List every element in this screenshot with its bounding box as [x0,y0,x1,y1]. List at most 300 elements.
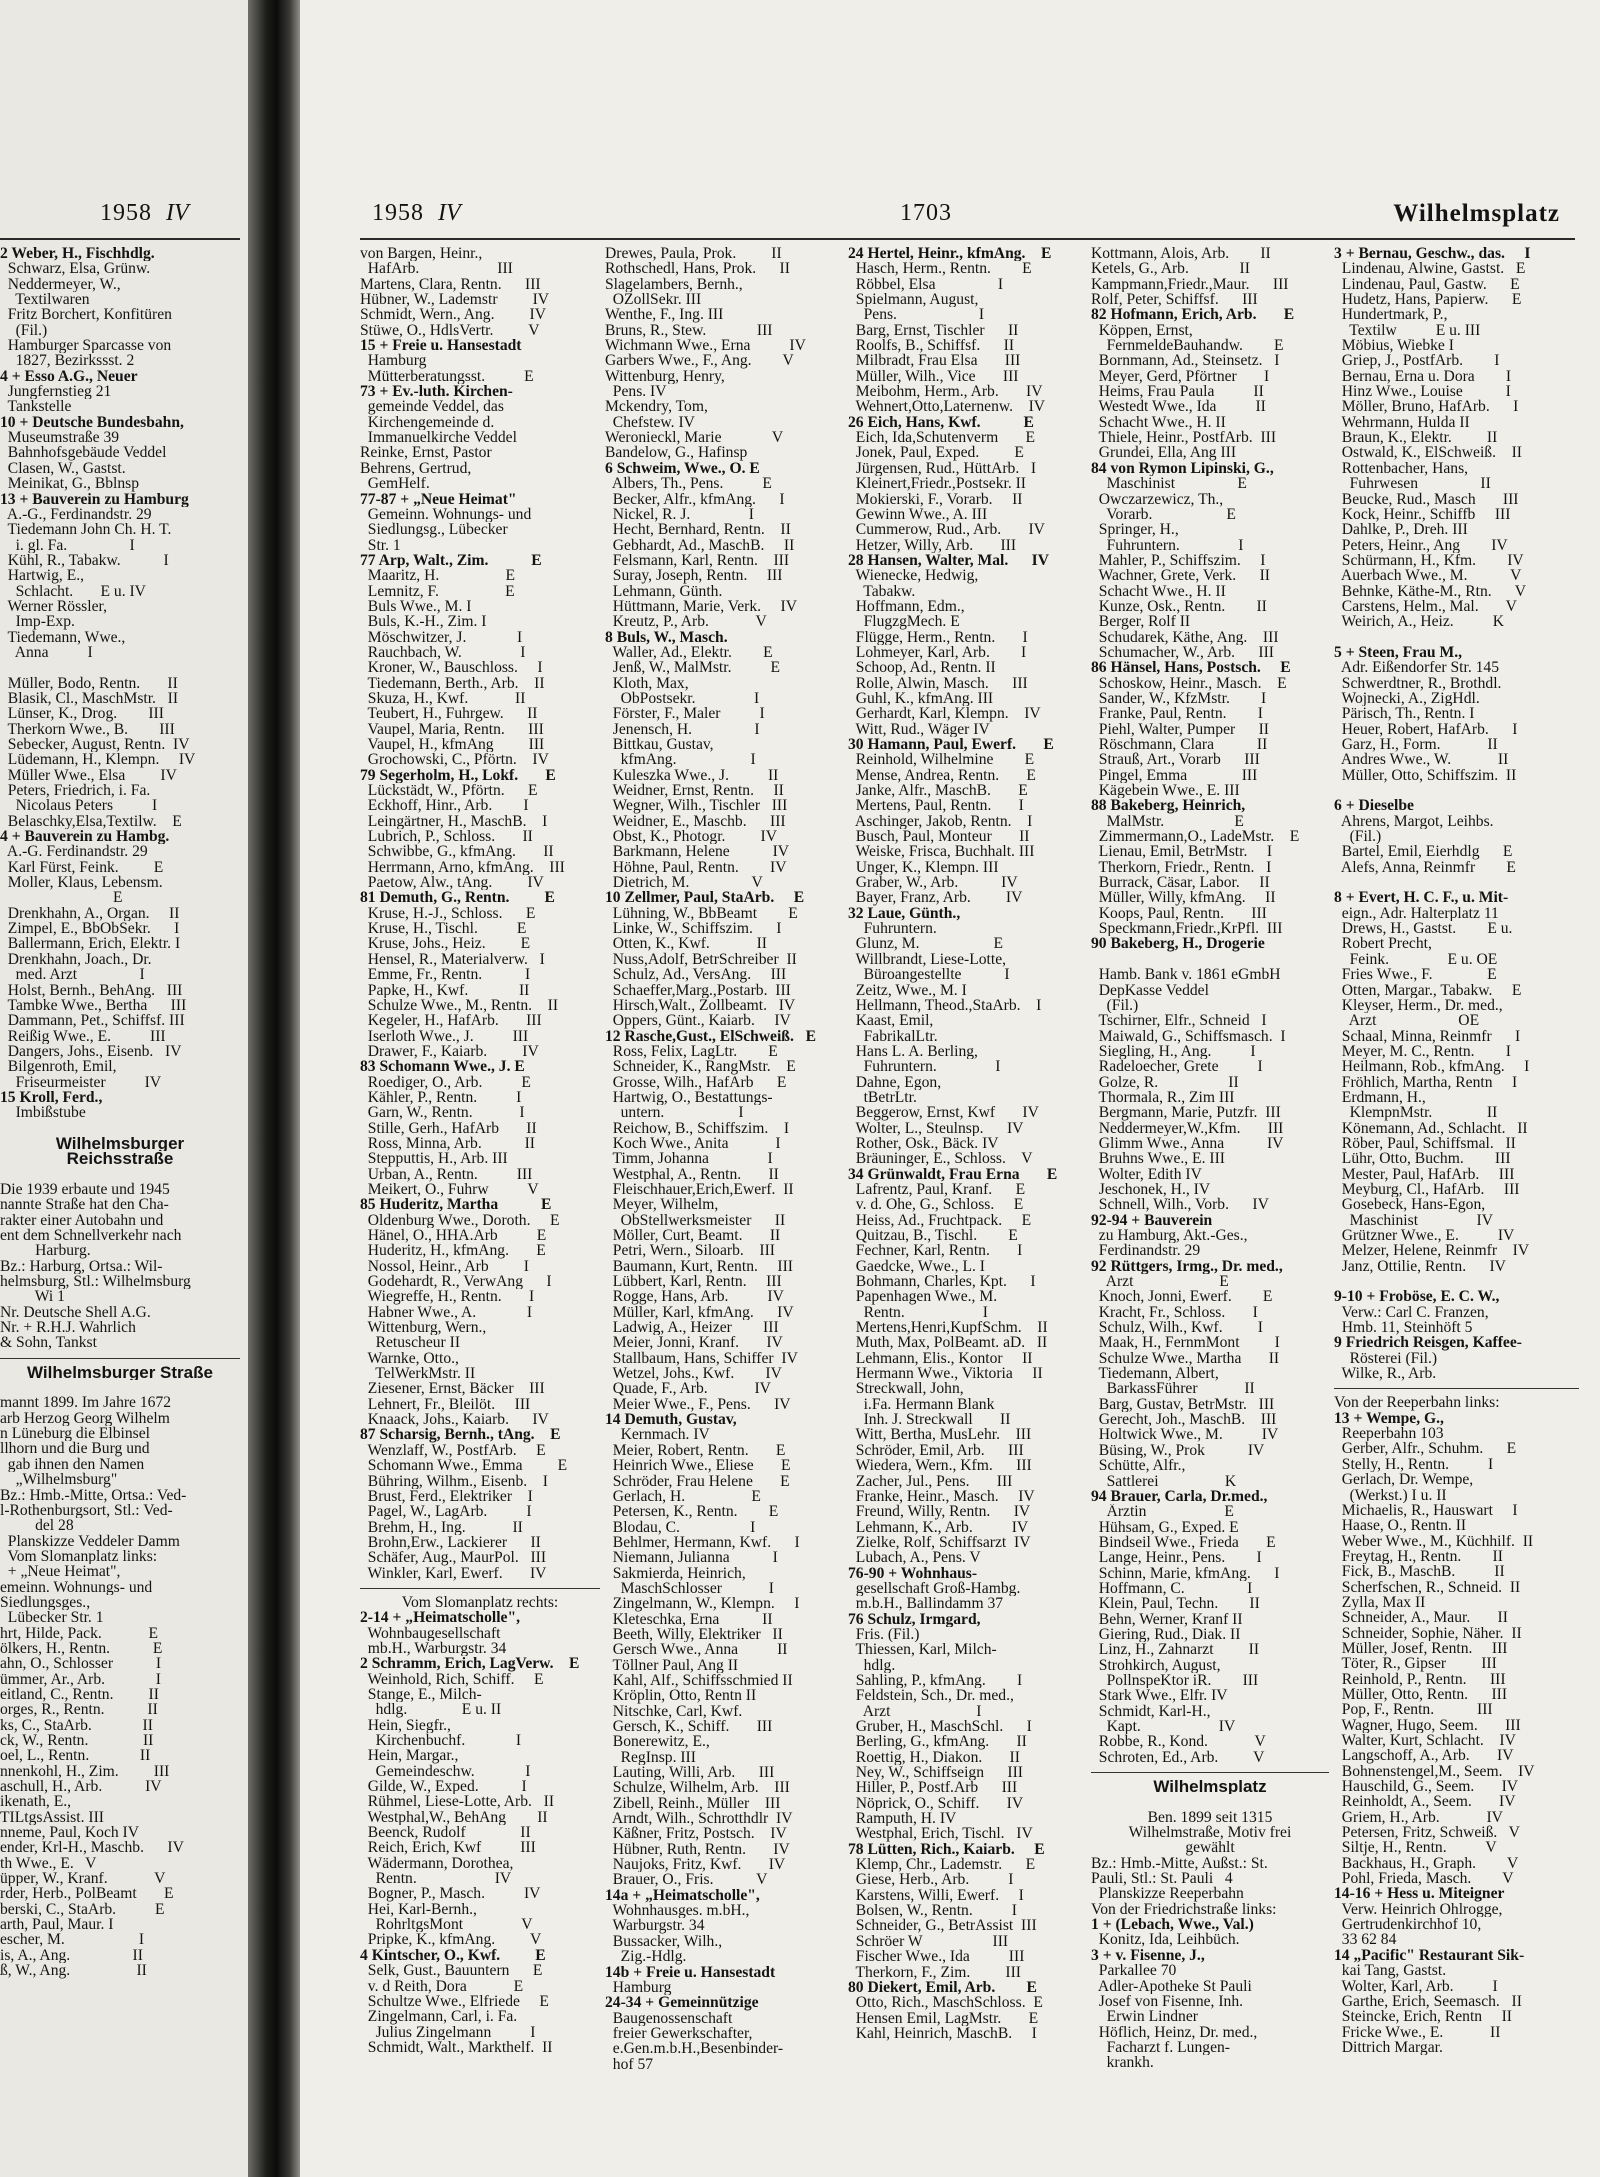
directory-entry: Schumacher, W., Arb. III [1091,644,1274,661]
directory-entry: Müller, Wilh., Vice III [848,368,1019,385]
directory-entry: Zeitz, Wwe., M. I [848,982,967,998]
directory-entry: Bergmann, Marie, Putzfr. III [1091,1105,1281,1121]
directory-entry: Zig.-Hdlg. [605,1949,687,1965]
directory-entry: Käßner, Fritz, Postsch. IV [605,1826,787,1842]
directory-entry: Glunz, M. E [848,936,1004,952]
directory-entry: Fuhruntern. I [848,1059,1001,1075]
directory-entry: Lühr, Otto, Buchm. III [1334,1151,1511,1167]
directory-entry: Meikert, O., Fuhrw V [360,1181,539,1198]
directory-entry: llhorn und die Burg und [0,1441,150,1457]
directory-entry: Planskizze Reeperbahn [1091,1886,1244,1902]
directory-entry: Drews, H., Gastst. E u. [1334,921,1513,937]
directory-entry: kfmAng. I [605,752,756,768]
directory-entry: Schröer W III [848,1933,1009,1950]
page-number: 1703 [900,200,952,226]
directory-entry: Wetzel, Johs., Kwf. IV [605,1366,782,1382]
directory-entry: Fricke Wwe., E. II [1334,2024,1501,2040]
directory-entry: Fechner, Karl, Rentn. I [848,1243,1023,1259]
directory-entry: Möschwitzer, J. I [360,629,523,645]
directory-entry: Meinikat, G., Bblnsp [0,476,140,492]
directory-entry: Müller Wwe., Elsa IV [0,767,177,784]
directory-entry: Wienecke, Hedwig, [848,568,979,584]
directory-entry: Reinholdt, A., Seem. IV [1334,1794,1516,1810]
directory-entry: Wohnbaugesellschaft [360,1625,501,1641]
directory-entry: Arzt I [848,1703,982,1719]
directory-column-4 [1091,246,1329,2071]
directory-entry: Wolter, Edith IV [1091,1166,1202,1182]
directory-entry: Bindseil Wwe., Frieda E [1091,1534,1276,1551]
house-number-entry: 3 + Bernau, Geschw., das. I [1334,246,1531,262]
directory-entry: Schultze Wwe., Elfriede E [360,1993,549,2010]
directory-entry: Müller, Bodo, Rentn. II [0,675,178,691]
directory-entry: Wichmann Wwe., Erna IV [605,338,806,354]
directory-entry: Immanuelkirche Veddel [360,430,517,446]
directory-entry: Jeschonek, H., IV [1091,1181,1211,1198]
house-number-entry: 12 Rasche,Gust., ElSchweiß. E [605,1028,816,1044]
directory-entry: Fick, B., MaschB. II [1334,1564,1505,1580]
directory-entry: Huderitz, H., kfmAng. E [360,1243,546,1259]
directory-entry: Lehmann, Günth. [605,583,723,599]
directory-entry: ikenath, E., [0,1794,72,1810]
directory-entry: Töllner Paul, Ang II [605,1657,739,1673]
directory-entry: Becker, Alfr., kfmAng. I [605,491,785,507]
directory-entry: Textilwaren [0,292,90,308]
directory-entry: nnenkohl, H., Zim. III [0,1763,170,1780]
house-number-entry: 5 + Steen, Frau M., [1334,644,1462,661]
directory-entry: Rösterei (Fil.) [1334,1350,1438,1367]
directory-entry: Linz, H., Zahnarzt II [1091,1642,1260,1658]
directory-entry: Fischer Wwe., Ida III [848,1949,1025,1965]
directory-entry: Suray, Joseph, Rentn. III [605,568,783,584]
directory-entry: Rauchbach, W. I [360,644,526,661]
directory-entry: Knaack, Johs., Kaiarb. IV [360,1412,549,1428]
directory-entry: Kruse, H.-J., Schloss. E [360,905,536,922]
directory-entry [1091,1794,1329,1809]
directory-entry: 1827, Bezirkssst. 2 [0,353,135,369]
directory-entry: Facharzt f. Lungen- [1091,2039,1230,2056]
directory-entry: OZollSekr. III [605,292,702,308]
directory-entry: Robert Precht, [1334,936,1432,952]
directory-entry: Strohkirch, August, [1091,1657,1221,1673]
left-page [0,0,272,2177]
directory-entry: Gaedcke, Wwe., L. I [848,1258,985,1275]
directory-entry: mb.H., Warburgstr. 34 [360,1640,507,1657]
directory-entry: Schwarz, Elsa, Grünw. [0,261,151,277]
house-number-entry: 88 Bakeberg, Heinrich, [1091,798,1246,814]
directory-entry: Nöprick, O., Schiff. IV [848,1795,1024,1812]
directory-entry: Pop, F., Rentn. III [1334,1702,1493,1718]
directory-entry: Wittenburg, Wern., [360,1320,487,1336]
house-number-entry: 26 Eich, Hans, Kwf. E [848,414,1034,431]
directory-entry: Witt, Rud., Wäger IV [848,721,990,737]
directory-entry: Gertrudenkirchhof 10, [1334,1917,1482,1933]
directory-entry: Lange, Heinr., Pens. I [1091,1550,1262,1566]
directory-entry: Kühl, R., Tabakw. I [0,552,169,569]
directory-entry: von Bargen, Heinr., [360,246,483,262]
directory-entry: hof 57 [605,2056,654,2072]
directory-entry: kai Tang, Gastst. [1334,1963,1447,1979]
directory-entry: Reichow, B., Schiffszim. I [605,1120,790,1136]
directory-entry: Stepputtis, H., Arb. III [360,1151,508,1167]
directory-entry: Hundertmark, P., [1334,307,1448,323]
directory-entry: Inh. J. Streckwall II [848,1412,1011,1428]
house-number-entry: 30 Hamann, Paul, Ewerf. E [848,737,1054,753]
directory-entry: Gosebeck, Hans-Egon, [1334,1197,1486,1213]
directory-entry: Schneider, G., BetrAssist III [848,1918,1037,1934]
book-gutter [248,0,300,2177]
directory-entry: Vaupel, Maria, Rentn. III [360,721,544,737]
directory-entry: Golze, R. II [1091,1074,1239,1090]
directory-entry [1334,875,1579,890]
directory-entry: Gerlach, Dr. Wempe, [1334,1472,1474,1488]
directory-entry: Janz, Ottilie, Rentn. IV [1334,1258,1506,1275]
directory-entry: Glimm Wwe., Anna IV [1091,1135,1284,1152]
directory-column-2 [605,246,843,2072]
directory-entry: Muth, Max, PolBeamt. aD. II [848,1335,1048,1351]
directory-entry: Bohmann, Charles, Kpt. I [848,1274,1036,1290]
directory-entry: Blasik, Cl., MaschMstr. II [0,690,179,707]
directory-entry: i. gl. Fa. I [0,537,135,553]
directory-entry: A.-G. Ferdinandstr. 29 [0,844,148,860]
house-number-entry: 77 Arp, Walt., Zim. E [360,552,542,569]
directory-entry: Franke, Heinr., Masch. IV [848,1488,1035,1505]
directory-entry: Baugenossenschaft [605,2010,733,2026]
directory-entry: Möbius, Wiebke I [1334,338,1454,354]
directory-entry: Schomann Wwe., Emma E [360,1458,568,1474]
directory-entry: Mertens,Henri,KupfSchm. II [848,1320,1048,1336]
directory-entry: Sattlerei K [1091,1473,1237,1489]
directory-entry: Meier Wwe., F., Pens. IV [605,1396,791,1413]
directory-entry: Klemp, Chr., Lademstr. E [848,1857,1036,1873]
directory-entry: Papenhagen Wwe., M. [848,1289,998,1305]
directory-entry: rakter einer Autobahn und [0,1212,164,1228]
directory-entry: Gilde, W., Exped. I [360,1779,527,1795]
right-page-header-year-volume [372,200,461,227]
directory-entry: Moller, Klaus, Lebensm. [0,875,163,891]
directory-entry: Hellmann, Theod.,StaArb. I [848,997,1042,1014]
directory-entry: Hühsam, G., Exped. E [1091,1519,1239,1535]
directory-entry: Thiessen, Karl, Milch- [848,1642,997,1658]
directory-entry: Zingelmann, Carl, i. Fa. [360,2009,518,2025]
directory-entry: Arzt OE [1334,1013,1480,1029]
directory-entry: Kirchengemeinde d. [360,414,495,431]
directory-entry: rder, Herb., PolBeamt E [0,1886,174,1902]
directory-entry: Von der Friedrichstraße links: [1091,1901,1277,1918]
directory-entry: Adr. Eißendorfer Str. 145 [1334,660,1500,676]
directory-entry: Petri, Wern., Siloarb. III [605,1243,775,1259]
directory-entry: Tiedemann, Albert, [1091,1366,1219,1382]
directory-entry: arth, Paul, Maur. I [0,1917,114,1933]
directory-entry: Hensel, R., Materialverw. I [360,951,545,968]
directory-entry: Kapt. IV [1091,1719,1236,1735]
house-number-entry: 92 Rüttgers, Irmg., Dr. med., [1091,1258,1283,1275]
directory-entry: Kahl, Heinrich, MaschB. I [848,2025,1037,2042]
directory-entry: Erdmann, H., [1334,1089,1426,1106]
directory-column-1 [360,246,600,2055]
directory-entry: zu Hamburg, Akt.-Ges., [1091,1228,1248,1244]
directory-entry: Kruse, Johs., Heiz. E [360,936,531,952]
directory-entry: Schnell, Wilh., Vorb. IV [1091,1197,1269,1213]
directory-entry: Könemann, Ad., Schlacht. II [1334,1120,1528,1136]
directory-entry: Grochowski, C., Pförtn. IV [360,752,549,768]
house-number-entry: 14 Demuth, Gustav, [605,1412,737,1428]
right-header-rule [360,238,1575,240]
directory-entry: Wi 1 [0,1289,65,1305]
directory-entry: is, A., Ang. II [0,1947,143,1964]
directory-entry: Kleteschka, Erna II [605,1611,773,1627]
house-number-entry: 8 + Evert, H. C. F., u. Mit- [1334,890,1509,906]
directory-entry: Lehmann, Elis., Kontor II [848,1350,1033,1367]
directory-entry: Lehnert, Fr., Bleilöt. III [360,1396,531,1413]
directory-entry: Springer, H., [1091,522,1179,538]
directory-entry: Herrmann, Arno, kfmAng. III [360,859,565,876]
directory-entry: Weidner, E., Maschb. III [605,813,786,830]
section-intro-line: Vom Slomanplatz rechts: [401,1594,559,1611]
directory-entry: Pagel, W., LagArb. I [360,1504,532,1520]
directory-entry: Chefstew. IV [605,414,695,431]
directory-entry: Feldstein, Sch., Dr. med., [848,1688,1014,1704]
directory-entry: Sakmierda, Heinrich, [605,1565,746,1581]
directory-entry: Hasch, Herm., Rentn. E [848,261,1032,277]
directory-entry: krankh. [1091,2055,1154,2071]
directory-entry: Langschoff, A., Arb. IV [1334,1748,1514,1764]
directory-entry: Behrens, Gertrud, [360,460,472,477]
directory-entry: Gerber, Alfr., Schuhm. E [1334,1441,1517,1457]
directory-entry: Unger, K., Klempn. III [848,859,999,876]
directory-entry: ahn, O., Schlosser I [0,1656,162,1672]
directory-entry: Schütte, Alfr., [1091,1458,1186,1474]
directory-entry: ölkers, H., Rentn. E [0,1640,163,1657]
directory-entry: Müller, Otto, Rentn. III [1334,1686,1508,1703]
directory-entry: Fris. (Fil.) [848,1626,920,1643]
directory-entry: Drenkhahn, Joach., Dr. [0,951,152,968]
directory-entry: Museumstraße 39 [0,430,120,446]
directory-entry: Nickel, R. J. I [605,506,754,523]
house-number-entry: 15 Kroll, Ferd., [0,1089,103,1106]
directory-entry: Weber Wwe., M., Küchhilf. II [1334,1533,1534,1549]
directory-entry: Urban, A., Rentn. III [360,1166,533,1182]
directory-entry: Reinhold, P., Rentn. III [1334,1671,1506,1687]
directory-entry: Klein, Paul, Techn. II [1091,1596,1260,1612]
directory-entry: Dammann, Pet., Schiffsf. III [0,1013,185,1029]
directory-entry: KlempnMstr. II [1334,1105,1498,1121]
directory-entry: Clasen, W., Gastst. [0,460,126,477]
directory-entry: Carstens, Helm., Mal. V [1334,598,1517,615]
directory-entry: Sander, W., KfzMstr. I [1091,690,1267,707]
directory-entry [1334,1274,1579,1289]
directory-entry: Reich, Erich, Kwf III [360,1840,536,1856]
directory-entry: Braun, K., Elektr. II [1334,430,1498,446]
directory-entry: Therkorn, Friedr., Rentn. I [1091,859,1272,876]
directory-entry: Anna I [0,644,93,661]
directory-entry: Zielke, Rolf, Schiffsarzt IV [848,1534,1031,1551]
directory-entry: Rentn. I [848,1304,988,1321]
directory-entry: Meibohm, Herm., Arb. IV [848,384,1043,400]
directory-entry: Schürmann, H., Kfm. IV [1334,552,1524,569]
house-number-entry: 10 Zellmer, Paul, StaArb. E [605,890,805,906]
house-number-entry: 76 Schulz, Irmgard, [848,1611,981,1627]
directory-entry: Giering, Rud., Diak. II [1091,1626,1241,1643]
directory-entry: Vom Slomanplatz links: [0,1548,158,1565]
directory-entry: Heims, Frau Paula II [1091,384,1264,400]
directory-entry: untern. I [605,1105,744,1121]
directory-entry: Wiedera, Wern., Kfm. III [848,1458,1032,1474]
house-number-entry: 80 Diekert, Emil, Arb. E [848,1979,1037,1996]
directory-entry: Ballermann, Erich, Elektr. I [0,936,181,952]
directory-entry: Radeloecher, Grete I [1091,1059,1263,1075]
directory-entry: Mütterberatungsst. E [360,368,534,385]
directory-entry: Behlmer, Hermann, Kwf. I [605,1534,800,1551]
directory-entry: Wolter, L., Steulnsp. IV [848,1120,1024,1136]
directory-entry: Kleyser, Herm., Dr. med., [1334,997,1503,1014]
directory-entry: Maschinist E [1091,476,1247,492]
directory-entry: Schäfer, Aug., MaurPol. III [360,1550,547,1566]
directory-entry: Dahlke, P., Dreh. III [1334,522,1468,538]
directory-entry: Iserloth Wwe., J. III [360,1028,529,1044]
directory-entry: escher, M. I [0,1932,145,1948]
directory-entry: Schlacht. E u. IV [0,583,146,599]
directory-entry: Jenensch, H. I [605,721,760,737]
directory-entry: Maschinist IV [1334,1212,1493,1228]
directory-entry: Melzer, Helene, Reinmfr IV [1334,1243,1530,1259]
directory-entry: Hmb. 11, Steinhöft 5 [1334,1320,1473,1336]
directory-entry: Pens. I [848,307,985,323]
directory-entry: Streckwall, John, [848,1381,964,1397]
directory-entry: Heinrich Wwe., Eliese E [605,1458,791,1474]
directory-entry: Weiske, Frisca, Buchhalt. III [848,844,1035,860]
house-number-entry: 34 Grünwaldt, Frau Erna E [848,1166,1058,1182]
directory-entry: Schwerdtner, R., Brothdl. [1334,675,1502,691]
directory-entry: Belaschky,Elsa,Textilw. E [0,813,182,830]
directory-entry: Bittkau, Gustav, [605,737,714,753]
directory-entry: ks, C., StaArb. II [0,1717,153,1733]
directory-entry: Hei, Karl-Bernh., [360,1901,477,1918]
directory-entry: Lückstädt, W., Pförtn. E [360,783,538,799]
directory-entry: Kracht, Fr., Schloss. I [1091,1304,1258,1321]
directory-entry: Felsmann, Karl, Rentn. III [605,552,790,569]
directory-entry: Beeth, Willy, Elektriker II [605,1626,783,1643]
directory-entry: Milbradt, Frau Elsa III [848,353,1021,369]
directory-entry: Martens, Clara, Rentn. III [360,276,541,293]
directory-entry: Von der Reeperbahn links: [1334,1395,1500,1411]
directory-entry: Eich, Ida,Schutenverm E [848,430,1036,446]
directory-entry: Schmidt, Karl-H., [1091,1703,1211,1719]
section-heading: Wilhelmsplatz [1153,1779,1267,1795]
directory-entry: Neddermeyer,W.,Kfm. III [1091,1120,1284,1136]
directory-entry: Peters, Friedrich, i. Fa. [0,783,151,799]
directory-entry: Hamb. Bank v. 1861 eGmbH [1091,967,1281,983]
directory-entry: Wachner, Grete, Verk. II [1091,568,1270,584]
directory-entry: TILtgsAssist. III [0,1809,104,1826]
directory-entry: gab ihnen den Namen [0,1456,145,1473]
house-number-entry: 82 Hofmann, Erich, Arb. E [1091,307,1295,323]
directory-entry: Lindenau, Alwine, Gastst. E [1334,261,1526,277]
directory-entry: Paetow, Alw., tAng. IV [360,875,544,891]
directory-entry: Möller, Bruno, HafArb. I [1334,399,1519,415]
directory-entry: Förster, F., Maler I [605,706,765,722]
directory-entry: Bahnhofsgebäude Veddel [0,445,167,461]
directory-entry: Josef von Fisenne, Inh. [1091,1993,1244,2010]
directory-column-3 [848,246,1086,2041]
directory-entry: Peters, Heinr., Ang IV [1334,537,1508,553]
directory-entry: Kreutz, P., Arb. V [605,614,767,630]
directory-entry: Nitschke, Carl, Kwf. [605,1703,743,1719]
directory-entry: Kottmann, Alois, Arb. II [1091,246,1271,262]
directory-entry: Pens. IV [605,384,667,400]
directory-entry: Büroangestellte I [848,967,1010,983]
directory-entry: Garthe, Erich, Seemasch. II [1334,1993,1522,2010]
directory-entry: Neddermeyer, W., [0,276,121,293]
directory-entry: Rentn. IV [360,1871,512,1887]
directory-entry: Vorarb. E [1091,506,1236,523]
directory-entry: ender, Krl-H., Maschb. IV [0,1840,184,1856]
directory-entry: Meier, Robert, Rentn. E [605,1442,786,1459]
directory-entry: Ketels, G., Arb. II [1091,261,1250,277]
directory-entry: Holtwick Wwe., M. IV [1091,1427,1279,1443]
directory-entry: v. d Reith, Dora E [360,1978,524,1994]
directory-entry: Hoffmann, Edm., [848,598,965,615]
directory-entry: Drenkhahn, A., Organ. II [0,905,180,922]
directory-entry: Weirich, A., Heiz. K [1334,614,1504,630]
right-header-year: 1958 [372,200,424,226]
directory-entry: Warnke, Otto., [360,1350,459,1367]
directory-entry: Nr. Deutsche Shell A.G. [0,1304,151,1321]
directory-entry: Schulz, Ad., VersAng. III [605,967,787,983]
directory-entry: Hübner, Ruth, Rentn. IV [605,1841,790,1858]
directory-entry: Weinhold, Rich, Schiff. E [360,1671,544,1687]
directory-entry: Hartwig, O., Bestattungs- [605,1089,773,1106]
section-intro-line: Ben. 1899 seit 1315 [1147,1809,1273,1826]
directory-entry: FlugzgMech. E [848,614,960,630]
directory-entry: Schneider, A., Maur. II [1334,1610,1508,1626]
directory-entry: Meier, Jonni, Kranf. IV [605,1335,783,1351]
directory-entry: Sahling, P., kfmAng. I [848,1672,1023,1689]
directory-entry: Skuza, H., Kwf. II [360,690,526,707]
directory-entry: Ahrens, Margot, Leihbs. [1334,813,1494,830]
directory-entry: Behnke, Käthe-M., Rtn. V [1334,583,1527,599]
directory-entry: Kaast, Emil, [848,1013,934,1029]
directory-entry: Lüdemann, H., Klempn. IV [0,752,196,768]
directory-entry: Hänel, O., HHA.Arb E [360,1228,547,1244]
directory-entry: Jenß, W., MalMstr. E [605,660,781,676]
directory-entry: Verw. Heinrich Ohlrogge, [1334,1901,1503,1918]
directory-entry: Höflich, Heinz, Dr. med., [1091,2024,1258,2040]
directory-entry: Bruhns Wwe., E. III [1091,1151,1225,1167]
directory-entry: Hartwig, E., [0,568,85,584]
directory-entry: Fritz Borchert, Konfitüren [0,307,172,323]
directory-entry: Weidner, Ernst, Rentn. II [605,783,784,799]
directory-entry: Gerecht, Joh., MaschB. III [1091,1412,1277,1428]
directory-entry: ObPostsekr. I [605,690,760,707]
directory-entry: Petersen, K., Rentn. E [605,1504,779,1520]
directory-entry: Müller, Otto, Schiffszim. II [1334,767,1517,784]
directory-entry: RegInsp. III [605,1749,696,1766]
directory-entry: Brust, Ferd., Elektriker I [360,1488,533,1505]
directory-entry: Grützner Wwe., E. IV [1334,1228,1515,1244]
directory-entry: Wagner, Hugo, Seem. III [1334,1717,1521,1733]
directory-entry: Maiwald, G., Schiffsmasch. I [1091,1028,1286,1044]
directory-entry [0,1121,240,1136]
directory-entry: Warburgstr. 34 [605,1918,705,1934]
directory-entry: Sebecker, August, Rentn. IV [0,737,190,753]
directory-entry: Rühmel, Liese-Lotte, Arb. II [360,1794,555,1810]
directory-entry: Stark Wwe., Elfr. IV [1091,1688,1228,1704]
directory-entry: Kägebein Wwe., E. III [1091,783,1240,799]
directory-entry: Röbbel, Elsa I [848,276,1004,293]
directory-entry: Bz.: Hmb.-Mitte, Ortsa.: Ved- [0,1487,187,1503]
directory-entry: Schröder, Emil, Arb. III [848,1442,1024,1459]
directory-entry: e.Gen.m.b.H.,Besenbinder- [605,2041,784,2057]
